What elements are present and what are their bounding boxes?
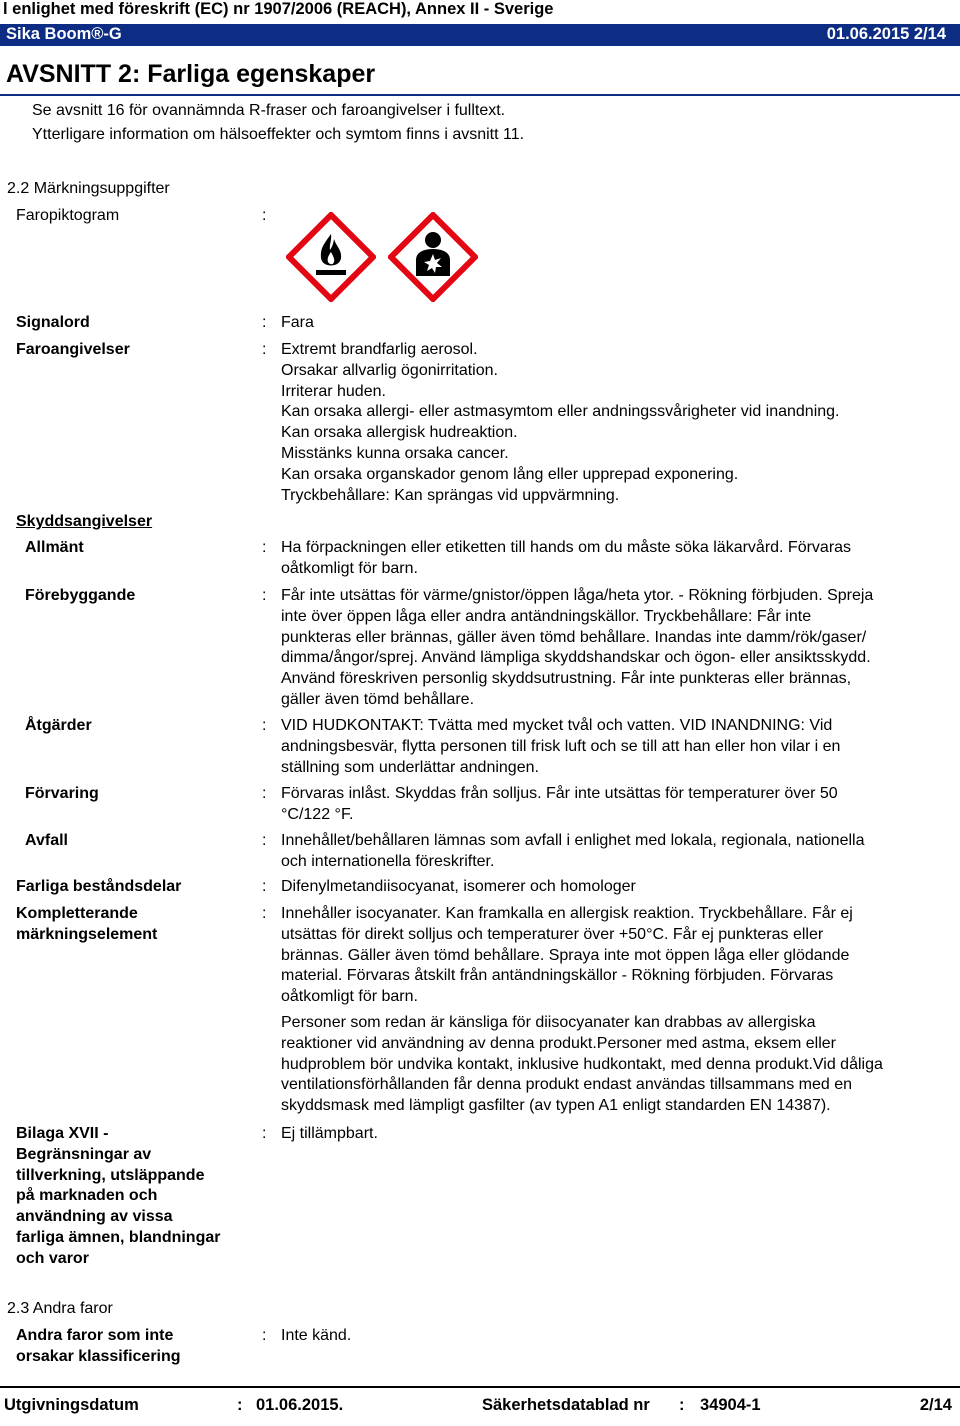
signal-word-value: Fara [281, 314, 314, 331]
disposal-value: Innehållet/behållaren lämnas som avfall i enlighet med lokala, regionala, nationella och internationella föreskrifter. [281, 832, 865, 870]
intro-line-2: Ytterligare information om hälsoeffekter och symtom finns i avsnitt 11. [32, 126, 525, 143]
flame-icon [286, 212, 376, 302]
general-value: Ha förpackningen eller etiketten till hands om du måste söka läkarvård. Förvaras oåtkomligt för barn. [281, 539, 852, 577]
hazardous-components-value: Difenylmetandiisocyanat, isomerer och homologer [281, 878, 636, 895]
hazard-statement: Kan orsaka allergi- eller astmasymtom eller andningssvårigheter vid inandning. [281, 403, 840, 421]
intro-line-1: Se avsnitt 16 för ovannämnda R-fraser och faroangivelser i fulltext. [32, 102, 506, 119]
prevention-colon: : [262, 587, 267, 604]
header-date-page: 01.06.2015 2/14 [826, 25, 946, 43]
disposal-colon: : [262, 832, 267, 849]
hazard-statements-label: Faroangivelser [16, 341, 130, 358]
hazard-statement: Kan orsaka allergisk hudreaktion. [281, 424, 518, 442]
sds-number-value: 34904-1 [700, 1396, 761, 1414]
page-footer [0, 1386, 960, 1424]
pictogram-colon: : [262, 207, 267, 224]
hazard-statement: Extremt brandfarlig aerosol. [281, 341, 478, 358]
hazardous-components-colon: : [262, 878, 267, 895]
storage-colon: : [262, 785, 267, 802]
issue-date-value: 01.06.2015. [256, 1396, 344, 1414]
hazard-statement: Misstänks kunna orsaka cancer. [281, 444, 509, 462]
response-value: VID HUDKONTAKT: Tvätta med mycket tvål och vatten. VID INANDNING: Vid andningsbesvär, flytta personen till frisk luft och se till att han eller hon vilar i en ställning som underlättar andningen. [281, 717, 841, 776]
hazard-statements-value [281, 340, 951, 506]
supplementary-value-2: Personer som redan är känsliga för diisocyanater kan drabbas av allergiska reaktioner vid användning av denna produkt.Personer med astma, eksem eller hudproblem bör undvika kontakt, inklusive hudkontakt, med denna produkt.Vid dåliga ventilationsförhållanden får denna produkt endast användas tillsammans med en skyddsmask med lämpligt gasfilter (av typen A1 enligt standarden EN 14387). [281, 1014, 883, 1115]
subsection-2-2-title: 2.2 Märkningsuppgifter [7, 180, 170, 197]
storage-value: Förvaras inlåst. Skyddas från solljus. Får inte utsättas för temperaturer över 50 °C/122 °F. [281, 785, 838, 823]
hazard-statement: Kan orsaka organskador genom lång eller upprepad exponering. [281, 465, 739, 483]
product-header-band [0, 24, 960, 46]
response-colon: : [262, 717, 267, 734]
prevention-label: Förebyggande [25, 587, 136, 604]
sds-number-label: Säkerhetsdatablad nr [482, 1396, 650, 1414]
issue-date-label: Utgivningsdatum [4, 1396, 139, 1414]
supplementary-colon: : [262, 905, 267, 922]
precautionary-statements-label: Skyddsangivelser [16, 513, 153, 530]
hazard-statements-colon: : [262, 341, 267, 358]
other-hazards-label: Andra faror som inte orsakar klassificering [16, 1327, 181, 1365]
document-regulation-title: l enlighet med föreskrift (EC) nr 1907/2006 (REACH), Annex II - Sverige [3, 0, 554, 18]
response-label: Åtgärder [25, 717, 92, 734]
sds-number-colon: : [679, 1396, 685, 1414]
other-hazards-colon: : [262, 1327, 267, 1344]
product-name: Sika Boom®-G [6, 25, 122, 43]
prevention-value: Får inte utsättas för värme/gnistor/öppen låga/heta ytor. - Rökning förbjuden. Spreja inte över öppen låga eller andra antändningskällor. Tryckbehållare: Får inte punkteras eller brännas, gäller även tömd behållare. Inandas inte damm/rök/gaser/ dimma/ångor/sprej. Använd lämpliga skyddshandskar och ögon- eller ansiktsskydd. Använd föreskriven personlig skyddsutrustning. Får inte punkteras eller brännas, gäller även tömd behållare. [281, 587, 874, 708]
hazard-statement: Tryckbehållare: Kan sprängas vid uppvärmning. [281, 486, 620, 504]
general-label: Allmänt [25, 539, 84, 556]
storage-label: Förvaring [25, 785, 99, 802]
general-colon: : [262, 539, 267, 556]
subsection-2-3-title: 2.3 Andra faror [7, 1300, 113, 1317]
hazard-statement: Irriterar huden. [281, 382, 386, 400]
hazardous-components-label: Farliga beståndsdelar [16, 878, 182, 895]
signal-word-colon: : [262, 314, 267, 331]
health-hazard-icon [388, 212, 478, 302]
pictogram-label: Faropiktogram [16, 207, 120, 224]
supplementary-value: Innehåller isocyanater. Kan framkalla en allergisk reaktion. Tryckbehållare. Får ej utsättas för direkt solljus och temperaturer över +50°C. Får ej punkteras eller brännas. Gäller även tömd behållare. Spraya inte mot öppen låga eller glödande material. Förvaras åtskilt från antändningskällor - Rökning förbjuden. Förvaras oåtkomligt för barn. [281, 905, 853, 1006]
section-title-rule [0, 94, 960, 96]
section-title: AVSNITT 2: Farliga egenskaper [6, 60, 376, 88]
hazard-statement: Orsakar allvarlig ögonirritation. [281, 361, 498, 379]
signal-word-label: Signalord [16, 314, 90, 331]
issue-date-colon: : [237, 1396, 243, 1414]
annex-xvii-colon: : [262, 1125, 267, 1142]
page-number: 2/14 [919, 1396, 952, 1414]
other-hazards-value: Inte känd. [281, 1327, 352, 1344]
disposal-label: Avfall [25, 832, 68, 849]
annex-xvii-value: Ej tillämpbart. [281, 1125, 378, 1142]
supplementary-label: Kompletterande märkningselement [16, 905, 158, 943]
annex-xvii-label: Bilaga XVII - Begränsningar av tillverkning, utsläppande på marknaden och användning av vissa farliga ämnen, blandningar och varor [16, 1125, 221, 1267]
